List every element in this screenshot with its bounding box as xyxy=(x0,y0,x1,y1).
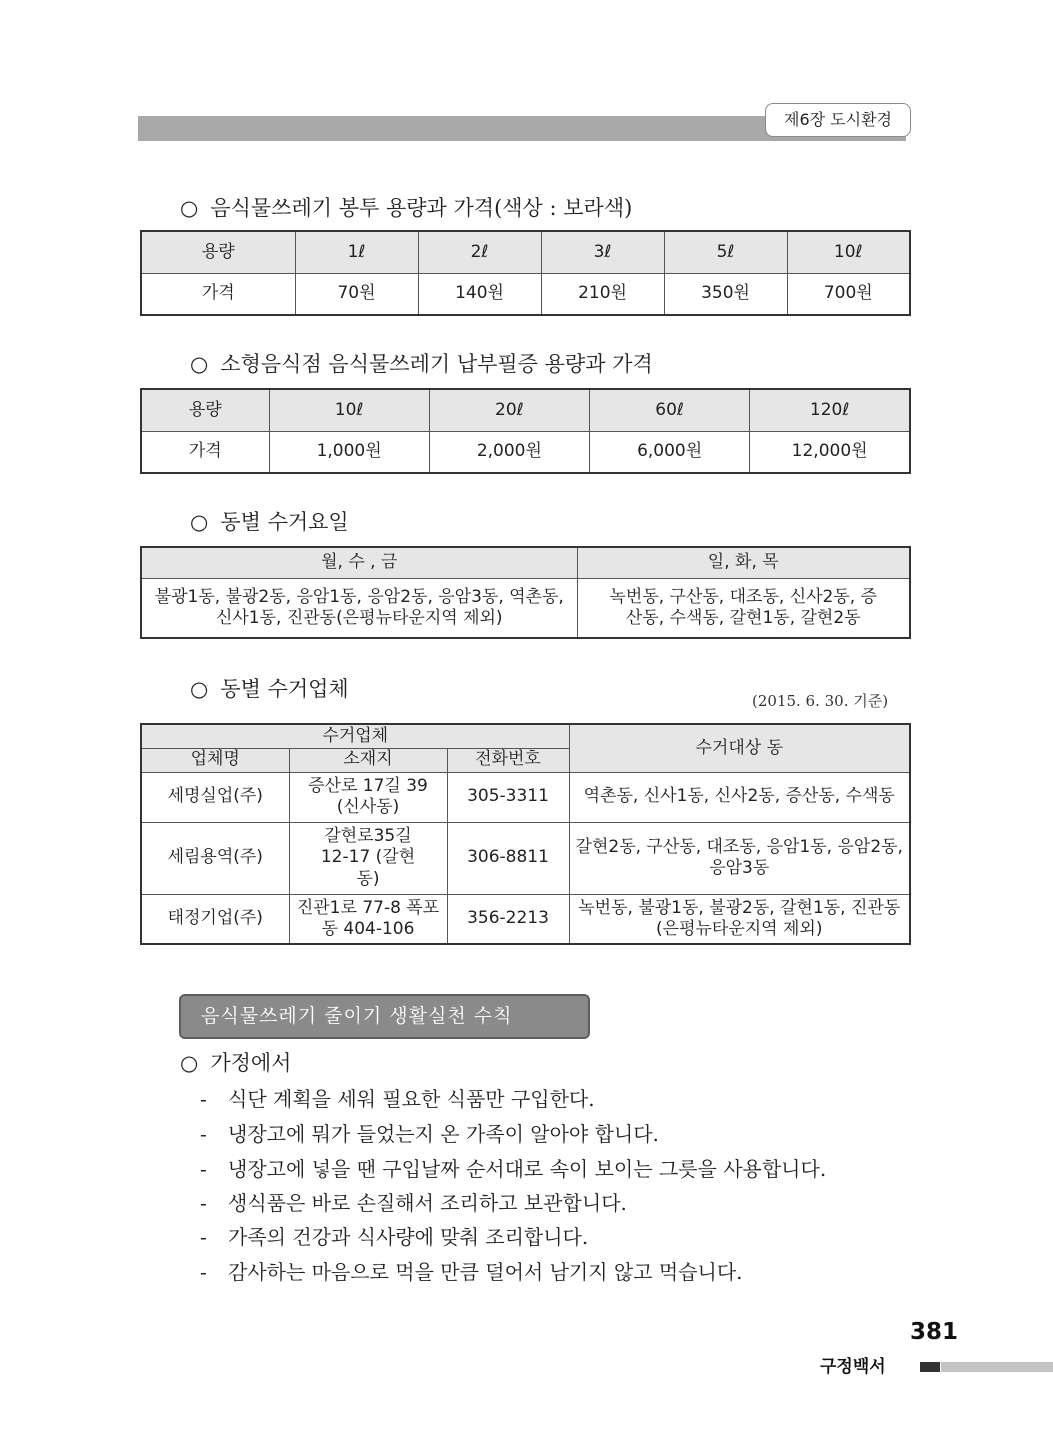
reference-date-note: (2015. 6. 30. 기준) xyxy=(752,692,889,710)
price-cell: 12,000원 xyxy=(750,431,910,473)
volume-cell: 60ℓ xyxy=(590,389,750,431)
volume-cell: 20ℓ xyxy=(429,389,589,431)
collection-days-table xyxy=(140,546,911,639)
company-name-cell: 태정기업(주) xyxy=(141,894,289,944)
dash-bullet-icon: - xyxy=(200,1225,207,1249)
volume-cell: 1ℓ xyxy=(295,231,418,273)
table-row xyxy=(141,894,910,944)
collection-company-table xyxy=(140,723,911,945)
volume-cell: 2ℓ xyxy=(418,231,541,273)
dash-bullet-icon: - xyxy=(200,1122,207,1146)
price-cell: 6,000원 xyxy=(590,431,750,473)
row-header-price: 가격 xyxy=(141,273,295,315)
day-group-header: 월, 수 , 금 xyxy=(141,547,577,578)
price-cell: 210원 xyxy=(541,273,664,315)
book-title: 구정백서 xyxy=(820,1357,886,1377)
practice-guidelines-banner: 음식물쓰레기 줄이기 생활실천 수칙 xyxy=(179,994,590,1039)
list-item xyxy=(200,1256,743,1285)
price-cell: 70원 xyxy=(295,273,418,315)
volume-cell: 120ℓ xyxy=(750,389,910,431)
price-cell: 140원 xyxy=(418,273,541,315)
day-group-header: 일, 화, 목 xyxy=(577,547,910,578)
list-item-text: 감사하는 마음으로 먹을 만큼 덜어서 남기지 않고 먹습니다. xyxy=(228,1260,743,1284)
target-area-header: 수거대상 동 xyxy=(569,724,910,772)
section-title-collection-days xyxy=(190,506,349,536)
volume-cell: 10ℓ xyxy=(787,231,910,273)
sticker-price-table xyxy=(140,388,911,474)
dash-bullet-icon: - xyxy=(200,1087,207,1111)
circle-bullet-icon: ○ xyxy=(180,1051,199,1075)
bag-price-table xyxy=(140,230,911,316)
list-item xyxy=(200,1187,627,1216)
section-title-sticker-prices xyxy=(190,348,653,378)
list-item-text: 식단 계획을 세워 필요한 식품만 구입한다. xyxy=(228,1087,595,1111)
home-heading xyxy=(180,1047,291,1077)
company-name-cell: 세림용역(주) xyxy=(141,822,289,894)
district-list-cell: 녹번동, 구산동, 대조동, 신사2동, 증산동, 수색동, 갈현1동, 갈현2동 xyxy=(577,578,910,638)
list-item-text: 가족의 건강과 식사량에 맞춰 조리합니다. xyxy=(228,1225,589,1249)
section-title-text: 음식물쓰레기 봉투 용량과 가격(색상 : 보라색) xyxy=(210,196,633,220)
table-row xyxy=(141,547,910,578)
list-item xyxy=(200,1153,826,1182)
section-title-collection-companies xyxy=(190,673,349,703)
table-row xyxy=(141,772,910,822)
dash-bullet-icon: - xyxy=(200,1157,207,1181)
circle-bullet-icon: ○ xyxy=(190,677,209,701)
section-title-text: 소형음식점 음식물쓰레기 납부필증 용량과 가격 xyxy=(220,352,653,376)
target-area-cell: 갈현2동, 구산동, 대조동, 응암1동, 응암2동, 응암3동 xyxy=(569,822,910,894)
target-area-cell: 역촌동, 신사1동, 신사2동, 증산동, 수색동 xyxy=(569,772,910,822)
volume-cell: 3ℓ xyxy=(541,231,664,273)
section-title-text: 동별 수거요일 xyxy=(220,510,349,534)
phone-cell: 306-8811 xyxy=(447,822,569,894)
section-title-bag-prices xyxy=(180,192,632,222)
list-item-text: 냉장고에 뭐가 들었는지 온 가족이 알아야 합니다. xyxy=(228,1122,659,1146)
home-heading-text: 가정에서 xyxy=(210,1051,292,1075)
target-area-cell: 녹번동, 불광1동, 불광2동, 갈현1동, 진관동(은평뉴타운지역 제외) xyxy=(569,894,910,944)
footer-bar-light xyxy=(941,1362,1053,1372)
circle-bullet-icon: ○ xyxy=(190,510,209,534)
address-cell: 증산로 17길 39 (신사동) xyxy=(289,772,447,822)
table-row xyxy=(141,724,910,748)
page-number: 381 xyxy=(909,1319,958,1345)
company-name-cell: 세명실업(주) xyxy=(141,772,289,822)
price-cell: 350원 xyxy=(664,273,787,315)
address-header: 소재지 xyxy=(289,748,447,772)
address-cell: 갈현로35길 12-17 (갈현동) xyxy=(289,822,447,894)
company-group-header: 수거업체 xyxy=(141,724,569,748)
chapter-tab: 제6장 도시환경 xyxy=(765,103,911,137)
table-row xyxy=(141,273,910,315)
address-cell: 진관1로 77-8 폭포동 404-106 xyxy=(289,894,447,944)
price-cell: 1,000원 xyxy=(269,431,429,473)
dash-bullet-icon: - xyxy=(200,1260,207,1284)
row-header-volume: 용량 xyxy=(141,231,295,273)
row-header-price: 가격 xyxy=(141,431,269,473)
table-row xyxy=(141,389,910,431)
list-item xyxy=(200,1118,659,1147)
price-cell: 2,000원 xyxy=(429,431,589,473)
table-row xyxy=(141,431,910,473)
list-item xyxy=(200,1221,588,1250)
list-item-text: 생식품은 바로 손질해서 조리하고 보관합니다. xyxy=(228,1191,627,1215)
footer-bar-dark xyxy=(920,1362,940,1372)
phone-cell: 305-3311 xyxy=(447,772,569,822)
phone-cell: 356-2213 xyxy=(447,894,569,944)
company-name-header: 업체명 xyxy=(141,748,289,772)
section-title-text: 동별 수거업체 xyxy=(220,677,349,701)
table-row xyxy=(141,822,910,894)
list-item xyxy=(200,1083,595,1112)
volume-cell: 5ℓ xyxy=(664,231,787,273)
price-cell: 700원 xyxy=(787,273,910,315)
table-row xyxy=(141,231,910,273)
table-row xyxy=(141,578,910,638)
dash-bullet-icon: - xyxy=(200,1191,207,1215)
phone-header: 전화번호 xyxy=(447,748,569,772)
circle-bullet-icon: ○ xyxy=(190,352,209,376)
row-header-volume: 용량 xyxy=(141,389,269,431)
district-list-cell: 불광1동, 불광2동, 응암1동, 응암2동, 응암3동, 역촌동, 신사1동, 진관동(은평뉴타운지역 제외) xyxy=(141,578,577,638)
circle-bullet-icon: ○ xyxy=(180,196,199,220)
list-item-text: 냉장고에 넣을 땐 구입날짜 순서대로 속이 보이는 그릇을 사용합니다. xyxy=(228,1157,827,1181)
volume-cell: 10ℓ xyxy=(269,389,429,431)
